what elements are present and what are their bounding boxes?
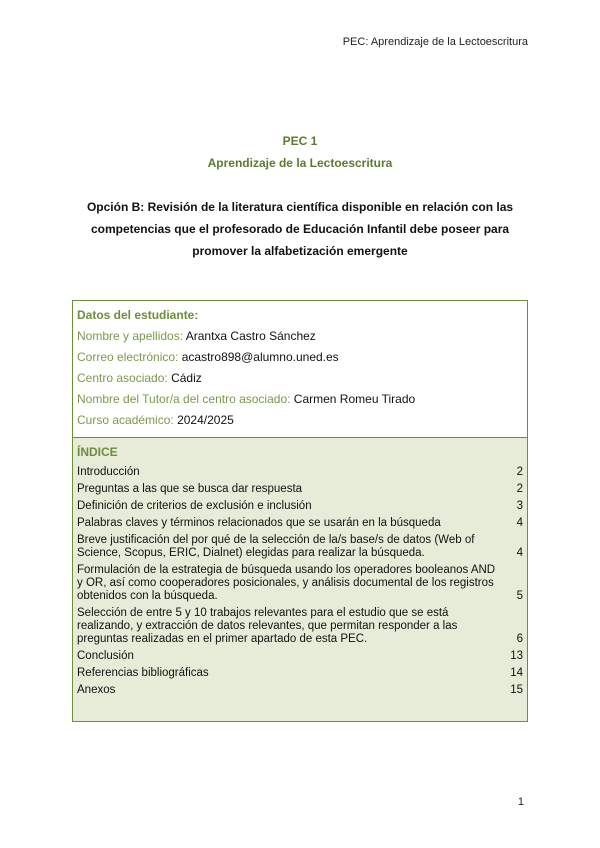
student-field: [77, 368, 523, 389]
field-label: Centro asociado:: [77, 371, 168, 385]
toc-entry-page: 4: [516, 517, 523, 529]
student-section: [73, 301, 527, 438]
field-value: Cádiz: [171, 371, 202, 385]
toc-entry-page: 6: [516, 633, 523, 645]
field-value: 2024/2025: [177, 413, 234, 427]
toc-entry-title: Conclusión: [77, 650, 134, 662]
toc-entry-title: Definición de criterios de exclusión e inclusión: [77, 500, 312, 512]
option-title: Opción B: Revisión de la literatura científica disponible en relación con las competencias que el profesorado de Educación Infantil debe poseer para promover la alfabetización emergente: [86, 200, 514, 258]
toc-entry[interactable]: [77, 483, 523, 496]
field-value: acastro898@alumno.uned.es: [181, 350, 339, 364]
toc-entry-page: 13: [510, 650, 523, 662]
page-number: 1: [517, 796, 524, 808]
student-field: [77, 326, 523, 347]
info-box: [72, 300, 528, 722]
toc-entry-title: Breve justificación del por qué de la selección de la/s base/s de datos (Web of Science, Scopus, ERIC, Dialnet) elegidas para realizar la búsqueda.: [77, 534, 475, 559]
toc-entry-title: Preguntas a las que se busca dar respuesta: [77, 483, 303, 495]
field-label: Correo electrónico:: [77, 350, 179, 364]
student-field: [77, 410, 523, 431]
toc-entry-page: 2: [516, 483, 523, 495]
toc-entry-page: 3: [516, 500, 523, 512]
student-field: [77, 389, 523, 410]
pec-title: PEC 1: [282, 134, 318, 148]
toc-entry[interactable]: [77, 650, 523, 663]
toc-entry[interactable]: [77, 500, 523, 513]
toc-entry[interactable]: [77, 517, 523, 530]
toc-entry[interactable]: [77, 564, 523, 603]
toc-entry-page: 2: [516, 466, 523, 478]
toc-entry-page: 5: [516, 590, 523, 602]
toc-entry[interactable]: [77, 684, 523, 697]
student-heading: Datos del estudiante:: [77, 308, 199, 322]
toc-entry-title: Palabras claves y términos relacionados que se usarán en la búsqueda: [77, 517, 441, 529]
toc-entry[interactable]: [77, 667, 523, 680]
field-value: Carmen Romeu Tirado: [293, 392, 416, 406]
toc-entry-title: Anexos: [77, 684, 116, 696]
table-of-contents: [73, 438, 527, 721]
toc-entry-page: 14: [510, 667, 523, 679]
toc-entry-page: 15: [510, 684, 523, 696]
field-label: Curso académico:: [77, 413, 174, 427]
toc-entry-title: Selección de entre 5 y 10 trabajos relevantes para el estudio que se está realizando, y extracción de datos relevantes, que permitan responder a las preguntas realizadas en el primer apartado de esta PEC.: [77, 607, 458, 645]
toc-entry-title: Referencias bibliográficas: [77, 667, 209, 679]
toc-entry-page: 4: [516, 547, 523, 559]
running-header: PEC: Aprendizaje de la Lectoescritura: [342, 36, 528, 48]
toc-entry-title: Introducción: [77, 466, 140, 478]
subject-title: Aprendizaje de la Lectoescritura: [207, 156, 393, 170]
title-block: [72, 134, 528, 262]
field-label: Nombre del Tutor/a del centro asociado:: [77, 392, 291, 406]
toc-entry[interactable]: [77, 607, 523, 646]
field-label: Nombre y apellidos:: [77, 329, 184, 343]
student-field: [77, 347, 523, 368]
toc-entry[interactable]: [77, 534, 523, 560]
toc-heading: ÍNDICE: [77, 445, 118, 459]
field-value: Arantxa Castro Sánchez: [185, 329, 316, 343]
toc-entry-title: Formulación de la estrategia de búsqueda usando los operadores booleanos AND y OR, así como cooperadores posicionales, y análisis documental de los registros obtenidos con la búsqueda.: [77, 564, 496, 602]
toc-entry[interactable]: [77, 466, 523, 479]
